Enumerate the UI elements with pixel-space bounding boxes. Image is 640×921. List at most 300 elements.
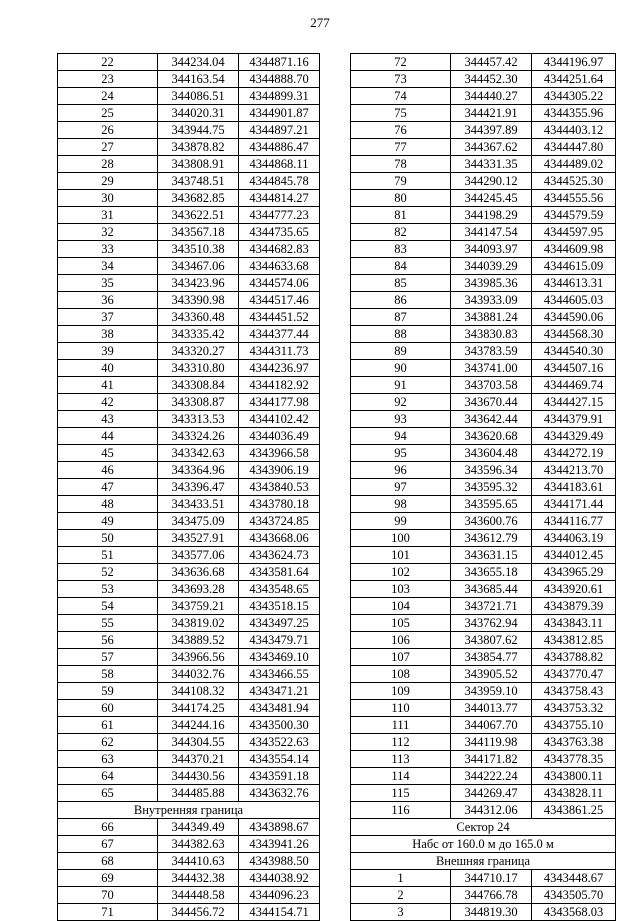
x-coordinate: 344147.54 xyxy=(451,224,532,241)
point-number: 90 xyxy=(351,360,451,377)
y-coordinate: 4344311.73 xyxy=(239,343,320,360)
table-row xyxy=(351,734,616,751)
table-row xyxy=(351,666,616,683)
table-row xyxy=(58,768,320,785)
table-row xyxy=(58,717,320,734)
y-coordinate: 4343879.39 xyxy=(532,598,616,615)
x-coordinate: 343830.83 xyxy=(451,326,532,343)
y-coordinate: 4343548.65 xyxy=(239,581,320,598)
x-coordinate: 344067.70 xyxy=(451,717,532,734)
point-number: 55 xyxy=(58,615,158,632)
point-number: 36 xyxy=(58,292,158,309)
x-coordinate: 343721.71 xyxy=(451,598,532,615)
y-coordinate: 4343988.50 xyxy=(239,853,320,870)
y-coordinate: 4343471.21 xyxy=(239,683,320,700)
table-row xyxy=(58,326,320,343)
point-number: 72 xyxy=(351,54,451,71)
table-row xyxy=(58,666,320,683)
y-coordinate: 4343554.14 xyxy=(239,751,320,768)
y-coordinate: 4343500.30 xyxy=(239,717,320,734)
point-number: 59 xyxy=(58,683,158,700)
table-row xyxy=(351,479,616,496)
table-row xyxy=(351,241,616,258)
y-coordinate: 4343788.82 xyxy=(532,649,616,666)
point-number: 116 xyxy=(351,802,451,819)
x-coordinate: 344370.21 xyxy=(158,751,239,768)
x-coordinate: 344039.29 xyxy=(451,258,532,275)
coordinates-table-left-body xyxy=(58,54,320,921)
point-number: 74 xyxy=(351,88,451,105)
point-number: 32 xyxy=(58,224,158,241)
y-coordinate: 4344525.30 xyxy=(532,173,616,190)
y-coordinate: 4344871.16 xyxy=(239,54,320,71)
table-row xyxy=(58,700,320,717)
y-coordinate: 4343770.47 xyxy=(532,666,616,683)
table-row xyxy=(351,904,616,921)
y-coordinate: 4344171.44 xyxy=(532,496,616,513)
x-coordinate: 344198.29 xyxy=(451,207,532,224)
table-row xyxy=(58,734,320,751)
point-number: 75 xyxy=(351,105,451,122)
point-number: 67 xyxy=(58,836,158,853)
y-coordinate: 4343780.18 xyxy=(239,496,320,513)
table-row xyxy=(58,683,320,700)
point-number: 101 xyxy=(351,547,451,564)
point-number: 79 xyxy=(351,173,451,190)
point-number: 65 xyxy=(58,785,158,802)
y-coordinate: 4344897.21 xyxy=(239,122,320,139)
point-number: 70 xyxy=(58,887,158,904)
y-coordinate: 4343522.63 xyxy=(239,734,320,751)
point-number: 63 xyxy=(58,751,158,768)
point-number: 94 xyxy=(351,428,451,445)
x-coordinate: 343475.09 xyxy=(158,513,239,530)
table-row xyxy=(351,751,616,768)
point-number: 28 xyxy=(58,156,158,173)
y-coordinate: 4344272.19 xyxy=(532,445,616,462)
y-coordinate: 4343469.10 xyxy=(239,649,320,666)
table-row xyxy=(351,207,616,224)
y-coordinate: 4343965.29 xyxy=(532,564,616,581)
table-row xyxy=(351,326,616,343)
point-number: 93 xyxy=(351,411,451,428)
table-row xyxy=(351,581,616,598)
x-coordinate: 343762.94 xyxy=(451,615,532,632)
x-coordinate: 344440.27 xyxy=(451,88,532,105)
y-coordinate: 4343800.11 xyxy=(532,768,616,785)
point-number: 89 xyxy=(351,343,451,360)
x-coordinate: 344290.12 xyxy=(451,173,532,190)
section-heading-row xyxy=(351,819,616,836)
point-number: 30 xyxy=(58,190,158,207)
table-row xyxy=(58,751,320,768)
point-number: 114 xyxy=(351,768,451,785)
y-coordinate: 4344590.06 xyxy=(532,309,616,326)
x-coordinate: 343966.56 xyxy=(158,649,239,666)
x-coordinate: 344456.72 xyxy=(158,904,239,921)
point-number: 2 xyxy=(351,887,451,904)
y-coordinate: 4344517.46 xyxy=(239,292,320,309)
x-coordinate: 344457.42 xyxy=(451,54,532,71)
y-coordinate: 4344682.83 xyxy=(239,241,320,258)
y-coordinate: 4343861.25 xyxy=(532,802,616,819)
y-coordinate: 4344469.74 xyxy=(532,377,616,394)
y-coordinate: 4344403.12 xyxy=(532,122,616,139)
table-row xyxy=(351,292,616,309)
y-coordinate: 4343624.73 xyxy=(239,547,320,564)
y-coordinate: 4343920.61 xyxy=(532,581,616,598)
x-coordinate: 343390.98 xyxy=(158,292,239,309)
y-coordinate: 4344613.31 xyxy=(532,275,616,292)
y-coordinate: 4344213.70 xyxy=(532,462,616,479)
table-row xyxy=(351,377,616,394)
table-row xyxy=(351,105,616,122)
x-coordinate: 343636.68 xyxy=(158,564,239,581)
point-number: 104 xyxy=(351,598,451,615)
point-number: 85 xyxy=(351,275,451,292)
table-row xyxy=(58,139,320,156)
coordinates-table-left xyxy=(57,53,320,921)
table-row xyxy=(58,870,320,887)
y-coordinate: 4343778.35 xyxy=(532,751,616,768)
point-number: 91 xyxy=(351,377,451,394)
point-number: 38 xyxy=(58,326,158,343)
x-coordinate: 344819.30 xyxy=(451,904,532,921)
y-coordinate: 4343966.58 xyxy=(239,445,320,462)
y-coordinate: 4343479.71 xyxy=(239,632,320,649)
point-number: 56 xyxy=(58,632,158,649)
y-coordinate: 4344196.97 xyxy=(532,54,616,71)
x-coordinate: 343335.42 xyxy=(158,326,239,343)
y-coordinate: 4344451.52 xyxy=(239,309,320,326)
section-heading: Сектор 24 xyxy=(351,819,616,836)
table-row xyxy=(351,411,616,428)
x-coordinate: 343360.48 xyxy=(158,309,239,326)
x-coordinate: 343807.62 xyxy=(451,632,532,649)
x-coordinate: 343396.47 xyxy=(158,479,239,496)
table-row xyxy=(351,785,616,802)
point-number: 115 xyxy=(351,785,451,802)
table-row xyxy=(58,224,320,241)
x-coordinate: 343631.15 xyxy=(451,547,532,564)
x-coordinate: 344410.63 xyxy=(158,853,239,870)
table-row xyxy=(351,632,616,649)
x-coordinate: 343567.18 xyxy=(158,224,239,241)
table-row xyxy=(351,887,616,904)
y-coordinate: 4344183.61 xyxy=(532,479,616,496)
point-number: 68 xyxy=(58,853,158,870)
table-row xyxy=(351,54,616,71)
y-coordinate: 4344597.95 xyxy=(532,224,616,241)
point-number: 76 xyxy=(351,122,451,139)
x-coordinate: 344312.06 xyxy=(451,802,532,819)
point-number: 40 xyxy=(58,360,158,377)
table-row xyxy=(58,530,320,547)
table-row xyxy=(58,173,320,190)
table-row xyxy=(351,88,616,105)
y-coordinate: 4343898.67 xyxy=(239,819,320,836)
point-number: 24 xyxy=(58,88,158,105)
x-coordinate: 344245.45 xyxy=(451,190,532,207)
point-number: 80 xyxy=(351,190,451,207)
point-number: 77 xyxy=(351,139,451,156)
x-coordinate: 343878.82 xyxy=(158,139,239,156)
y-coordinate: 4344329.49 xyxy=(532,428,616,445)
x-coordinate: 343342.63 xyxy=(158,445,239,462)
table-row xyxy=(351,717,616,734)
table-row xyxy=(351,462,616,479)
x-coordinate: 343685.44 xyxy=(451,581,532,598)
coordinates-table-right-body xyxy=(351,54,616,921)
x-coordinate: 343433.51 xyxy=(158,496,239,513)
y-coordinate: 4344574.06 xyxy=(239,275,320,292)
table-row xyxy=(58,292,320,309)
table-row xyxy=(58,581,320,598)
table-row xyxy=(351,870,616,887)
y-coordinate: 4344251.64 xyxy=(532,71,616,88)
point-number: 88 xyxy=(351,326,451,343)
x-coordinate: 343741.00 xyxy=(451,360,532,377)
x-coordinate: 343670.44 xyxy=(451,394,532,411)
coordinates-table-right xyxy=(350,53,616,921)
x-coordinate: 343320.27 xyxy=(158,343,239,360)
point-number: 50 xyxy=(58,530,158,547)
point-number: 84 xyxy=(351,258,451,275)
point-number: 42 xyxy=(58,394,158,411)
point-number: 95 xyxy=(351,445,451,462)
x-coordinate: 343985.36 xyxy=(451,275,532,292)
x-coordinate: 344331.35 xyxy=(451,156,532,173)
table-row xyxy=(351,258,616,275)
table-row xyxy=(58,836,320,853)
y-coordinate: 4343906.19 xyxy=(239,462,320,479)
y-coordinate: 4344615.09 xyxy=(532,258,616,275)
table-row xyxy=(58,105,320,122)
x-coordinate: 343748.51 xyxy=(158,173,239,190)
table-row xyxy=(58,564,320,581)
x-coordinate: 343364.96 xyxy=(158,462,239,479)
point-number: 108 xyxy=(351,666,451,683)
point-number: 49 xyxy=(58,513,158,530)
table-row xyxy=(58,632,320,649)
table-row xyxy=(351,598,616,615)
table-row xyxy=(351,428,616,445)
point-number: 39 xyxy=(58,343,158,360)
x-coordinate: 344430.56 xyxy=(158,768,239,785)
table-row xyxy=(58,445,320,462)
x-coordinate: 343703.58 xyxy=(451,377,532,394)
y-coordinate: 4343828.11 xyxy=(532,785,616,802)
table-row xyxy=(351,564,616,581)
y-coordinate: 4344901.87 xyxy=(239,105,320,122)
point-number: 87 xyxy=(351,309,451,326)
x-coordinate: 343510.38 xyxy=(158,241,239,258)
section-heading: Набс от 160.0 м до 165.0 м xyxy=(351,836,616,853)
table-row xyxy=(58,207,320,224)
x-coordinate: 343881.24 xyxy=(451,309,532,326)
x-coordinate: 343642.44 xyxy=(451,411,532,428)
table-row xyxy=(351,445,616,462)
y-coordinate: 4344154.71 xyxy=(239,904,320,921)
x-coordinate: 344222.24 xyxy=(451,768,532,785)
point-number: 81 xyxy=(351,207,451,224)
x-coordinate: 343944.75 xyxy=(158,122,239,139)
point-number: 111 xyxy=(351,717,451,734)
x-coordinate: 344766.78 xyxy=(451,887,532,904)
y-coordinate: 4344377.44 xyxy=(239,326,320,343)
x-coordinate: 344086.51 xyxy=(158,88,239,105)
point-number: 62 xyxy=(58,734,158,751)
table-row xyxy=(351,768,616,785)
section-heading-row xyxy=(351,836,616,853)
x-coordinate: 343819.02 xyxy=(158,615,239,632)
point-number: 69 xyxy=(58,870,158,887)
table-row xyxy=(58,343,320,360)
table-row xyxy=(58,156,320,173)
table-row xyxy=(58,394,320,411)
y-coordinate: 4343466.55 xyxy=(239,666,320,683)
point-number: 64 xyxy=(58,768,158,785)
x-coordinate: 344032.76 xyxy=(158,666,239,683)
point-number: 98 xyxy=(351,496,451,513)
x-coordinate: 344382.63 xyxy=(158,836,239,853)
y-coordinate: 4344605.03 xyxy=(532,292,616,309)
y-coordinate: 4344355.96 xyxy=(532,105,616,122)
y-coordinate: 4344305.22 xyxy=(532,88,616,105)
point-number: 73 xyxy=(351,71,451,88)
point-number: 35 xyxy=(58,275,158,292)
table-row xyxy=(351,139,616,156)
x-coordinate: 344421.91 xyxy=(451,105,532,122)
table-row xyxy=(351,700,616,717)
table-row xyxy=(351,122,616,139)
y-coordinate: 4344116.77 xyxy=(532,513,616,530)
x-coordinate: 343620.68 xyxy=(451,428,532,445)
point-number: 3 xyxy=(351,904,451,921)
table-row xyxy=(58,462,320,479)
x-coordinate: 344174.25 xyxy=(158,700,239,717)
table-row xyxy=(58,122,320,139)
x-coordinate: 344452.30 xyxy=(451,71,532,88)
x-coordinate: 343655.18 xyxy=(451,564,532,581)
table-row xyxy=(351,173,616,190)
point-number: 45 xyxy=(58,445,158,462)
table-row xyxy=(351,513,616,530)
x-coordinate: 343604.48 xyxy=(451,445,532,462)
y-coordinate: 4344096.23 xyxy=(239,887,320,904)
point-number: 57 xyxy=(58,649,158,666)
point-number: 43 xyxy=(58,411,158,428)
point-number: 58 xyxy=(58,666,158,683)
point-number: 78 xyxy=(351,156,451,173)
y-coordinate: 4344036.49 xyxy=(239,428,320,445)
point-number: 23 xyxy=(58,71,158,88)
table-row xyxy=(351,190,616,207)
x-coordinate: 343759.21 xyxy=(158,598,239,615)
x-coordinate: 343854.77 xyxy=(451,649,532,666)
y-coordinate: 4344236.97 xyxy=(239,360,320,377)
x-coordinate: 343595.65 xyxy=(451,496,532,513)
y-coordinate: 4344814.27 xyxy=(239,190,320,207)
y-coordinate: 4343724.85 xyxy=(239,513,320,530)
y-coordinate: 4344063.19 xyxy=(532,530,616,547)
y-coordinate: 4343568.03 xyxy=(532,904,616,921)
table-row xyxy=(351,71,616,88)
table-row xyxy=(58,275,320,292)
x-coordinate: 343783.59 xyxy=(451,343,532,360)
point-number: 60 xyxy=(58,700,158,717)
y-coordinate: 4344899.31 xyxy=(239,88,320,105)
table-row xyxy=(351,224,616,241)
x-coordinate: 343682.85 xyxy=(158,190,239,207)
y-coordinate: 4344038.92 xyxy=(239,870,320,887)
x-coordinate: 343313.53 xyxy=(158,411,239,428)
y-coordinate: 4344507.16 xyxy=(532,360,616,377)
point-number: 34 xyxy=(58,258,158,275)
table-row xyxy=(58,649,320,666)
table-row xyxy=(58,309,320,326)
table-row xyxy=(351,496,616,513)
x-coordinate: 344304.55 xyxy=(158,734,239,751)
table-row xyxy=(58,615,320,632)
y-coordinate: 4344845.78 xyxy=(239,173,320,190)
point-number: 71 xyxy=(58,904,158,921)
y-coordinate: 4344886.47 xyxy=(239,139,320,156)
table-row xyxy=(351,275,616,292)
y-coordinate: 4344102.42 xyxy=(239,411,320,428)
point-number: 27 xyxy=(58,139,158,156)
table-row xyxy=(58,513,320,530)
y-coordinate: 4343755.10 xyxy=(532,717,616,734)
y-coordinate: 4343758.43 xyxy=(532,683,616,700)
y-coordinate: 4344489.02 xyxy=(532,156,616,173)
point-number: 110 xyxy=(351,700,451,717)
point-number: 44 xyxy=(58,428,158,445)
y-coordinate: 4343591.18 xyxy=(239,768,320,785)
x-coordinate: 343308.84 xyxy=(158,377,239,394)
table-row xyxy=(58,190,320,207)
x-coordinate: 344108.32 xyxy=(158,683,239,700)
table-row xyxy=(351,530,616,547)
point-number: 113 xyxy=(351,751,451,768)
point-number: 29 xyxy=(58,173,158,190)
point-number: 112 xyxy=(351,734,451,751)
x-coordinate: 344710.17 xyxy=(451,870,532,887)
point-number: 99 xyxy=(351,513,451,530)
point-number: 105 xyxy=(351,615,451,632)
y-coordinate: 4344568.30 xyxy=(532,326,616,343)
x-coordinate: 343933.09 xyxy=(451,292,532,309)
x-coordinate: 343905.52 xyxy=(451,666,532,683)
point-number: 100 xyxy=(351,530,451,547)
y-coordinate: 4343481.94 xyxy=(239,700,320,717)
point-number: 31 xyxy=(58,207,158,224)
point-number: 53 xyxy=(58,581,158,598)
x-coordinate: 344171.82 xyxy=(451,751,532,768)
y-coordinate: 4343632.76 xyxy=(239,785,320,802)
y-coordinate: 4343840.53 xyxy=(239,479,320,496)
x-coordinate: 343600.76 xyxy=(451,513,532,530)
x-coordinate: 344448.58 xyxy=(158,887,239,904)
point-number: 97 xyxy=(351,479,451,496)
y-coordinate: 4344182.92 xyxy=(239,377,320,394)
y-coordinate: 4343763.38 xyxy=(532,734,616,751)
table-row xyxy=(351,309,616,326)
x-coordinate: 344397.89 xyxy=(451,122,532,139)
x-coordinate: 344234.04 xyxy=(158,54,239,71)
y-coordinate: 4343668.06 xyxy=(239,530,320,547)
x-coordinate: 343808.91 xyxy=(158,156,239,173)
